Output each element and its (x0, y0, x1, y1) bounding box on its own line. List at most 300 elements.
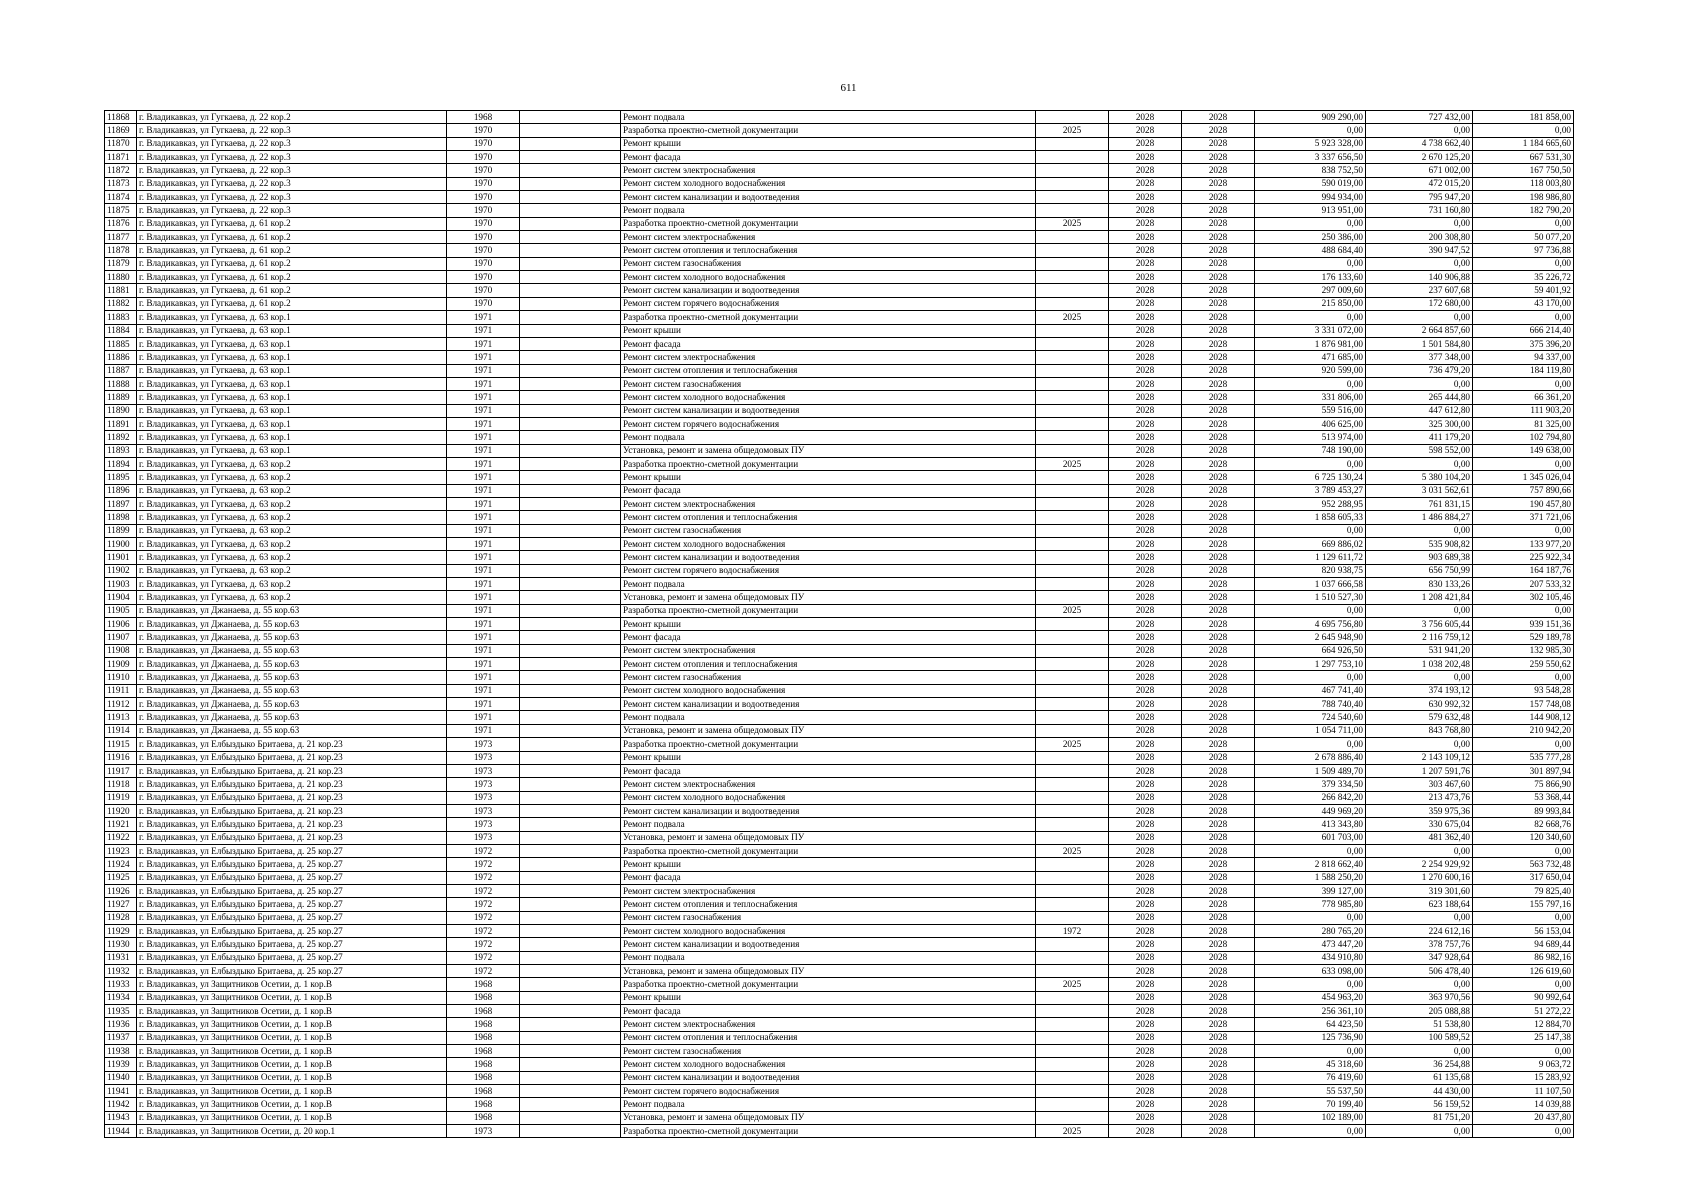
row-number-cell: 11876 (105, 217, 137, 230)
empty-cell (520, 417, 621, 430)
empty-cell (520, 831, 621, 844)
row-number-cell: 11926 (105, 884, 137, 897)
table-row (105, 431, 1574, 444)
owner-share-cell: 89 993,84 (1473, 804, 1574, 817)
address-cell: г. Владикавказ, ул Гугкаева, д. 63 кор.1 (137, 337, 447, 350)
plan-year-start-cell: 2028 (1109, 257, 1182, 270)
work-type-cell: Ремонт систем горячего водоснабжения (621, 564, 1036, 577)
address-cell: г. Владикавказ, ул Елбыздыко Бритаева, д. 21 кор.23 (137, 764, 447, 777)
fund-share-cell: 0,00 (1366, 604, 1473, 617)
plan-year-end-cell: 2028 (1182, 724, 1255, 737)
total-cost-cell: 1 129 611,72 (1255, 551, 1366, 564)
fund-share-cell: 2 143 109,12 (1366, 751, 1473, 764)
plan-year-end-cell: 2028 (1182, 618, 1255, 631)
owner-share-cell: 11 107,50 (1473, 1085, 1574, 1098)
plan-year-start-cell: 2028 (1109, 1085, 1182, 1098)
plan-year-start-cell: 2028 (1109, 871, 1182, 884)
fund-share-cell: 0,00 (1366, 217, 1473, 230)
owner-share-cell: 301 897,94 (1473, 764, 1574, 777)
build-year-cell: 1971 (447, 631, 520, 644)
total-cost-cell: 909 290,00 (1255, 111, 1366, 124)
owner-share-cell: 563 732,48 (1473, 858, 1574, 871)
plan-year-end-cell: 2028 (1182, 951, 1255, 964)
owner-share-cell: 97 736,88 (1473, 244, 1574, 257)
work-type-cell: Ремонт систем канализации и водоотведения (621, 698, 1036, 711)
address-cell: г. Владикавказ, ул Гугкаева, д. 63 кор.2 (137, 551, 447, 564)
address-cell: г. Владикавказ, ул Гугкаева, д. 63 кор.2 (137, 511, 447, 524)
design-year-cell (1036, 151, 1109, 164)
fund-share-cell: 265 444,80 (1366, 391, 1473, 404)
owner-share-cell: 12 884,70 (1473, 1018, 1574, 1031)
plan-year-start-cell: 2028 (1109, 965, 1182, 978)
plan-year-start-cell: 2028 (1109, 791, 1182, 804)
owner-share-cell: 86 982,16 (1473, 951, 1574, 964)
plan-year-start-cell: 2028 (1109, 658, 1182, 671)
table-row (105, 858, 1574, 871)
plan-year-start-cell: 2028 (1109, 631, 1182, 644)
empty-cell (520, 1111, 621, 1124)
plan-year-start-cell: 2028 (1109, 778, 1182, 791)
design-year-cell (1036, 444, 1109, 457)
fund-share-cell: 390 947,52 (1366, 244, 1473, 257)
build-year-cell: 1968 (447, 1058, 520, 1071)
plan-year-start-cell: 2028 (1109, 698, 1182, 711)
empty-cell (520, 791, 621, 804)
work-type-cell: Ремонт фасада (621, 871, 1036, 884)
table-row (105, 417, 1574, 430)
work-type-cell: Ремонт крыши (621, 324, 1036, 337)
address-cell: г. Владикавказ, ул Джанаева, д. 55 кор.63 (137, 618, 447, 631)
owner-share-cell: 0,00 (1473, 457, 1574, 470)
design-year-cell (1036, 858, 1109, 871)
address-cell: г. Владикавказ, ул Гугкаева, д. 61 кор.2 (137, 271, 447, 284)
empty-cell (520, 738, 621, 751)
design-year-cell (1036, 671, 1109, 684)
total-cost-cell: 1 297 753,10 (1255, 658, 1366, 671)
work-type-cell: Ремонт систем канализации и водоотведения (621, 284, 1036, 297)
plan-year-start-cell: 2028 (1109, 297, 1182, 310)
owner-share-cell: 43 170,00 (1473, 297, 1574, 310)
total-cost-cell: 176 133,60 (1255, 271, 1366, 284)
table-row (105, 871, 1574, 884)
build-year-cell: 1971 (447, 524, 520, 537)
owner-share-cell: 133 977,20 (1473, 538, 1574, 551)
empty-cell (520, 1071, 621, 1084)
work-type-cell: Ремонт систем газоснабжения (621, 671, 1036, 684)
address-cell: г. Владикавказ, ул Гугкаева, д. 63 кор.1 (137, 431, 447, 444)
plan-year-end-cell: 2028 (1182, 244, 1255, 257)
row-number-cell: 11897 (105, 497, 137, 510)
plan-year-start-cell: 2028 (1109, 538, 1182, 551)
table-row (105, 751, 1574, 764)
table-row (105, 604, 1574, 617)
plan-year-end-cell: 2028 (1182, 604, 1255, 617)
total-cost-cell: 2 818 662,40 (1255, 858, 1366, 871)
total-cost-cell: 4 695 756,80 (1255, 618, 1366, 631)
table-row (105, 511, 1574, 524)
plan-year-start-cell: 2028 (1109, 551, 1182, 564)
work-type-cell: Ремонт подвала (621, 111, 1036, 124)
total-cost-cell: 5 923 328,00 (1255, 137, 1366, 150)
row-number-cell: 11940 (105, 1071, 137, 1084)
plan-year-start-cell: 2028 (1109, 938, 1182, 951)
address-cell: г. Владикавказ, ул Защитников Осетии, д. 1 кор.В (137, 1111, 447, 1124)
work-type-cell: Разработка проектно-сметной документации (621, 124, 1036, 137)
address-cell: г. Владикавказ, ул Гугкаева, д. 63 кор.1 (137, 391, 447, 404)
plan-year-start-cell: 2028 (1109, 151, 1182, 164)
build-year-cell: 1970 (447, 257, 520, 270)
address-cell: г. Владикавказ, ул Елбыздыко Бритаева, д. 25 кор.27 (137, 844, 447, 857)
fund-share-cell: 579 632,48 (1366, 711, 1473, 724)
owner-share-cell: 56 153,04 (1473, 924, 1574, 937)
empty-cell (520, 311, 621, 324)
empty-cell (520, 217, 621, 230)
address-cell: г. Владикавказ, ул Гугкаева, д. 63 кор.1 (137, 444, 447, 457)
design-year-cell (1036, 898, 1109, 911)
row-number-cell: 11936 (105, 1018, 137, 1031)
empty-cell (520, 204, 621, 217)
work-type-cell: Ремонт крыши (621, 991, 1036, 1004)
empty-cell (520, 631, 621, 644)
work-type-cell: Установка, ремонт и замена общедомовых ПУ (621, 965, 1036, 978)
plan-year-start-cell: 2028 (1109, 991, 1182, 1004)
total-cost-cell: 0,00 (1255, 457, 1366, 470)
design-year-cell (1036, 257, 1109, 270)
work-type-cell: Ремонт подвала (621, 951, 1036, 964)
work-type-cell: Ремонт систем холодного водоснабжения (621, 791, 1036, 804)
plan-year-end-cell: 2028 (1182, 764, 1255, 777)
empty-cell (520, 618, 621, 631)
plan-year-end-cell: 2028 (1182, 631, 1255, 644)
total-cost-cell: 1 588 250,20 (1255, 871, 1366, 884)
empty-cell (520, 551, 621, 564)
row-number-cell: 11915 (105, 738, 137, 751)
design-year-cell: 1972 (1036, 924, 1109, 937)
address-cell: г. Владикавказ, ул Гугкаева, д. 63 кор.2 (137, 564, 447, 577)
total-cost-cell: 2 678 886,40 (1255, 751, 1366, 764)
total-cost-cell: 920 599,00 (1255, 364, 1366, 377)
fund-share-cell: 623 188,64 (1366, 898, 1473, 911)
table-row (105, 164, 1574, 177)
plan-year-end-cell: 2028 (1182, 671, 1255, 684)
owner-share-cell: 375 396,20 (1473, 337, 1574, 350)
plan-year-end-cell: 2028 (1182, 844, 1255, 857)
address-cell: г. Владикавказ, ул Защитников Осетии, д. 1 кор.В (137, 978, 447, 991)
owner-share-cell: 120 340,60 (1473, 831, 1574, 844)
total-cost-cell: 0,00 (1255, 311, 1366, 324)
plan-year-end-cell: 2028 (1182, 738, 1255, 751)
plan-year-end-cell: 2028 (1182, 404, 1255, 417)
plan-year-end-cell: 2028 (1182, 818, 1255, 831)
plan-year-end-cell: 2028 (1182, 938, 1255, 951)
plan-year-end-cell: 2028 (1182, 284, 1255, 297)
plan-year-end-cell: 2028 (1182, 978, 1255, 991)
design-year-cell (1036, 911, 1109, 924)
plan-year-end-cell: 2028 (1182, 297, 1255, 310)
work-type-cell: Ремонт систем газоснабжения (621, 377, 1036, 390)
owner-share-cell: 0,00 (1473, 1125, 1574, 1138)
total-cost-cell: 6 725 130,24 (1255, 471, 1366, 484)
owner-share-cell: 1 345 026,04 (1473, 471, 1574, 484)
build-year-cell: 1971 (447, 684, 520, 697)
owner-share-cell: 82 668,76 (1473, 818, 1574, 831)
plan-year-start-cell: 2028 (1109, 671, 1182, 684)
build-year-cell: 1973 (447, 751, 520, 764)
owner-share-cell: 20 437,80 (1473, 1111, 1574, 1124)
fund-share-cell: 319 301,60 (1366, 884, 1473, 897)
fund-share-cell: 2 670 125,20 (1366, 151, 1473, 164)
table-row (105, 177, 1574, 190)
plan-year-end-cell: 2028 (1182, 538, 1255, 551)
design-year-cell: 2025 (1036, 124, 1109, 137)
work-type-cell: Ремонт систем холодного водоснабжения (621, 684, 1036, 697)
empty-cell (520, 858, 621, 871)
address-cell: г. Владикавказ, ул Гугкаева, д. 63 кор.1 (137, 377, 447, 390)
address-cell: г. Владикавказ, ул Елбыздыко Бритаева, д. 21 кор.23 (137, 818, 447, 831)
owner-share-cell: 35 226,72 (1473, 271, 1574, 284)
empty-cell (520, 337, 621, 350)
table-row (105, 111, 1574, 124)
address-cell: г. Владикавказ, ул Джанаева, д. 55 кор.63 (137, 671, 447, 684)
total-cost-cell: 748 190,00 (1255, 444, 1366, 457)
address-cell: г. Владикавказ, ул Защитников Осетии, д. 1 кор.В (137, 1005, 447, 1018)
build-year-cell: 1971 (447, 658, 520, 671)
fund-share-cell: 795 947,20 (1366, 191, 1473, 204)
row-number-cell: 11882 (105, 297, 137, 310)
work-type-cell: Ремонт подвала (621, 711, 1036, 724)
work-type-cell: Ремонт крыши (621, 618, 1036, 631)
address-cell: г. Владикавказ, ул Гугкаева, д. 61 кор.2 (137, 231, 447, 244)
fund-share-cell: 736 479,20 (1366, 364, 1473, 377)
empty-cell (520, 1005, 621, 1018)
table-row (105, 444, 1574, 457)
work-type-cell: Установка, ремонт и замена общедомовых ПУ (621, 444, 1036, 457)
owner-share-cell: 0,00 (1473, 257, 1574, 270)
owner-share-cell: 0,00 (1473, 311, 1574, 324)
plan-year-end-cell: 2028 (1182, 591, 1255, 604)
row-number-cell: 11871 (105, 151, 137, 164)
row-number-cell: 11914 (105, 724, 137, 737)
design-year-cell (1036, 191, 1109, 204)
address-cell: г. Владикавказ, ул Елбыздыко Бритаева, д. 25 кор.27 (137, 965, 447, 978)
total-cost-cell: 0,00 (1255, 911, 1366, 924)
address-cell: г. Владикавказ, ул Защитников Осетии, д. 1 кор.В (137, 1045, 447, 1058)
design-year-cell (1036, 1098, 1109, 1111)
row-number-cell: 11907 (105, 631, 137, 644)
total-cost-cell: 434 910,80 (1255, 951, 1366, 964)
fund-share-cell: 172 680,00 (1366, 297, 1473, 310)
row-number-cell: 11875 (105, 204, 137, 217)
owner-share-cell: 198 986,80 (1473, 191, 1574, 204)
design-year-cell (1036, 417, 1109, 430)
fund-share-cell: 61 135,68 (1366, 1071, 1473, 1084)
plan-year-end-cell: 2028 (1182, 831, 1255, 844)
total-cost-cell: 102 189,00 (1255, 1111, 1366, 1124)
address-cell: г. Владикавказ, ул Гугкаева, д. 61 кор.2 (137, 284, 447, 297)
table-row (105, 991, 1574, 1004)
owner-share-cell: 93 548,28 (1473, 684, 1574, 697)
empty-cell (520, 1085, 621, 1098)
fund-share-cell: 0,00 (1366, 457, 1473, 470)
total-cost-cell: 1 037 666,58 (1255, 578, 1366, 591)
empty-cell (520, 778, 621, 791)
build-year-cell: 1971 (447, 431, 520, 444)
empty-cell (520, 844, 621, 857)
build-year-cell: 1971 (447, 644, 520, 657)
plan-year-start-cell: 2028 (1109, 924, 1182, 937)
row-number-cell: 11889 (105, 391, 137, 404)
work-type-cell: Ремонт систем канализации и водоотведения (621, 804, 1036, 817)
address-cell: г. Владикавказ, ул Гугкаева, д. 63 кор.2 (137, 538, 447, 551)
row-number-cell: 11868 (105, 111, 137, 124)
address-cell: г. Владикавказ, ул Гугкаева, д. 22 кор.3 (137, 191, 447, 204)
build-year-cell: 1971 (447, 311, 520, 324)
address-cell: г. Владикавказ, ул Защитников Осетии, д. 1 кор.В (137, 991, 447, 1004)
work-type-cell: Ремонт крыши (621, 751, 1036, 764)
plan-year-start-cell: 2028 (1109, 818, 1182, 831)
design-year-cell (1036, 564, 1109, 577)
address-cell: г. Владикавказ, ул Гугкаева, д. 63 кор.1 (137, 311, 447, 324)
row-number-cell: 11869 (105, 124, 137, 137)
total-cost-cell: 590 019,00 (1255, 177, 1366, 190)
fund-share-cell: 1 270 600,16 (1366, 871, 1473, 884)
owner-share-cell: 79 825,40 (1473, 884, 1574, 897)
row-number-cell: 11903 (105, 578, 137, 591)
plan-year-end-cell: 2028 (1182, 1031, 1255, 1044)
work-type-cell: Ремонт систем холодного водоснабжения (621, 177, 1036, 190)
owner-share-cell: 939 151,36 (1473, 618, 1574, 631)
build-year-cell: 1968 (447, 1071, 520, 1084)
total-cost-cell: 0,00 (1255, 524, 1366, 537)
design-year-cell (1036, 591, 1109, 604)
address-cell: г. Владикавказ, ул Джанаева, д. 55 кор.63 (137, 724, 447, 737)
plan-year-end-cell: 2028 (1182, 337, 1255, 350)
empty-cell (520, 1125, 621, 1138)
total-cost-cell: 788 740,40 (1255, 698, 1366, 711)
work-type-cell: Ремонт подвала (621, 1098, 1036, 1111)
empty-cell (520, 898, 621, 911)
design-year-cell (1036, 951, 1109, 964)
build-year-cell: 1971 (447, 724, 520, 737)
address-cell: г. Владикавказ, ул Елбыздыко Бритаева, д. 21 кор.23 (137, 778, 447, 791)
row-number-cell: 11899 (105, 524, 137, 537)
row-number-cell: 11930 (105, 938, 137, 951)
plan-year-start-cell: 2028 (1109, 177, 1182, 190)
fund-share-cell: 411 179,20 (1366, 431, 1473, 444)
design-year-cell (1036, 724, 1109, 737)
build-year-cell: 1971 (447, 417, 520, 430)
work-type-cell: Разработка проектно-сметной документации (621, 738, 1036, 751)
fund-share-cell: 598 552,00 (1366, 444, 1473, 457)
design-year-cell (1036, 684, 1109, 697)
fund-share-cell: 830 133,26 (1366, 578, 1473, 591)
plan-year-start-cell: 2028 (1109, 884, 1182, 897)
owner-share-cell: 118 003,80 (1473, 177, 1574, 190)
table-row (105, 778, 1574, 791)
empty-cell (520, 444, 621, 457)
plan-year-end-cell: 2028 (1182, 684, 1255, 697)
work-type-cell: Ремонт систем горячего водоснабжения (621, 1085, 1036, 1098)
work-type-cell: Ремонт крыши (621, 471, 1036, 484)
owner-share-cell: 190 457,80 (1473, 497, 1574, 510)
table-row (105, 911, 1574, 924)
work-type-cell: Ремонт подвала (621, 204, 1036, 217)
total-cost-cell: 838 752,50 (1255, 164, 1366, 177)
build-year-cell: 1970 (447, 231, 520, 244)
build-year-cell: 1971 (447, 497, 520, 510)
empty-cell (520, 938, 621, 951)
total-cost-cell: 125 736,90 (1255, 1031, 1366, 1044)
empty-cell (520, 431, 621, 444)
owner-share-cell: 0,00 (1473, 738, 1574, 751)
empty-cell (520, 151, 621, 164)
total-cost-cell: 1 858 605,33 (1255, 511, 1366, 524)
design-year-cell (1036, 431, 1109, 444)
plan-year-end-cell: 2028 (1182, 924, 1255, 937)
total-cost-cell: 0,00 (1255, 604, 1366, 617)
empty-cell (520, 871, 621, 884)
address-cell: г. Владикавказ, ул Джанаева, д. 55 кор.63 (137, 711, 447, 724)
address-cell: г. Владикавказ, ул Гугкаева, д. 61 кор.2 (137, 244, 447, 257)
empty-cell (520, 1031, 621, 1044)
owner-share-cell: 0,00 (1473, 911, 1574, 924)
work-type-cell: Ремонт систем отопления и теплоснабжения (621, 898, 1036, 911)
address-cell: г. Владикавказ, ул Гугкаева, д. 22 кор.2 (137, 111, 447, 124)
table-row (105, 671, 1574, 684)
row-number-cell: 11910 (105, 671, 137, 684)
fund-share-cell: 2 254 929,92 (1366, 858, 1473, 871)
build-year-cell: 1972 (447, 858, 520, 871)
fund-share-cell: 347 928,64 (1366, 951, 1473, 964)
build-year-cell: 1971 (447, 698, 520, 711)
build-year-cell: 1973 (447, 778, 520, 791)
row-number-cell: 11880 (105, 271, 137, 284)
fund-share-cell: 213 473,76 (1366, 791, 1473, 804)
fund-share-cell: 671 002,00 (1366, 164, 1473, 177)
design-year-cell (1036, 1018, 1109, 1031)
work-type-cell: Ремонт систем электроснабжения (621, 778, 1036, 791)
row-number-cell: 11920 (105, 804, 137, 817)
address-cell: г. Владикавказ, ул Елбыздыко Бритаева, д. 21 кор.23 (137, 751, 447, 764)
plan-year-end-cell: 2028 (1182, 151, 1255, 164)
fund-share-cell: 0,00 (1366, 738, 1473, 751)
plan-year-end-cell: 2028 (1182, 191, 1255, 204)
address-cell: г. Владикавказ, ул Гугкаева, д. 63 кор.1 (137, 324, 447, 337)
address-cell: г. Владикавказ, ул Елбыздыко Бритаева, д. 21 кор.23 (137, 804, 447, 817)
work-type-cell: Ремонт систем отопления и теплоснабжения (621, 244, 1036, 257)
design-year-cell (1036, 1031, 1109, 1044)
row-number-cell: 11944 (105, 1125, 137, 1138)
plan-year-start-cell: 2028 (1109, 204, 1182, 217)
plan-year-start-cell: 2028 (1109, 858, 1182, 871)
address-cell: г. Владикавказ, ул Гугкаева, д. 22 кор.3 (137, 164, 447, 177)
empty-cell (520, 497, 621, 510)
table-row (105, 978, 1574, 991)
address-cell: г. Владикавказ, ул Гугкаева, д. 63 кор.1 (137, 404, 447, 417)
table-row (105, 244, 1574, 257)
build-year-cell: 1968 (447, 1045, 520, 1058)
table-row (105, 364, 1574, 377)
plan-year-end-cell: 2028 (1182, 524, 1255, 537)
table-row (105, 324, 1574, 337)
empty-cell (520, 1098, 621, 1111)
table-row (105, 578, 1574, 591)
build-year-cell: 1970 (447, 217, 520, 230)
build-year-cell: 1968 (447, 991, 520, 1004)
table-row (105, 377, 1574, 390)
owner-share-cell: 90 992,64 (1473, 991, 1574, 1004)
table-row (105, 217, 1574, 230)
